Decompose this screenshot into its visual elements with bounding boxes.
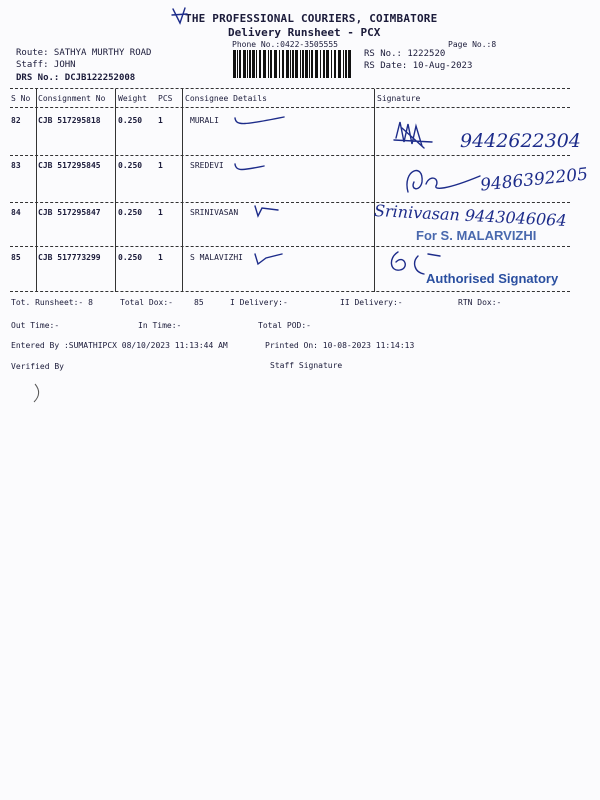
handwritten-signature [400,160,484,200]
rs-number: RS No.: 1222520 [364,49,446,59]
barcode-bar [259,50,261,78]
handwritten-signature-text: Srinivasan 9443046064 [373,200,568,231]
col-header-sno: S No [11,94,31,103]
company-title: THE PROFESSIONAL COURIERS, COIMBATORE [185,12,438,25]
barcode-bar [252,50,255,78]
barcode-bar [348,50,351,78]
barcode-bar [270,50,272,78]
route-label: Route: SATHYA MURTHY ROAD [16,48,152,58]
column-rule [115,89,116,292]
barcode-bar [247,50,248,78]
row-sno: 82 [11,116,21,125]
handwritten-phone: 9486392205 [479,164,589,196]
verified-by: Verified By [11,362,64,371]
handwritten-phone: 9442622304 [460,130,581,152]
row-weight: 0.250 [118,253,143,262]
barcode-bar [323,50,325,78]
column-rule [36,89,37,292]
row-consignee: SREDEVI [190,161,224,170]
col-header-consignee: Consignee Details [185,94,267,103]
out-time: Out Time:- [11,321,60,330]
barcode-bar [237,50,238,78]
total-pod: Total POD:- [258,321,311,330]
row-consignment: CJB 517773299 [38,253,101,262]
document-subtitle: Delivery Runsheet - PCX [228,26,381,39]
tick-mark-icon [252,248,286,268]
total-dox-value: 85 [194,298,204,307]
col-header-pcs: PCS [158,94,173,103]
table-top-divider [10,88,570,89]
row-pcs: 1 [158,208,163,217]
barcode-bar [290,50,291,78]
row-divider [10,246,570,247]
row-weight: 0.250 [118,116,143,125]
barcode-bar [338,50,341,78]
in-time: In Time:- [138,321,182,330]
row-consignee: S MALAVIZHI [190,253,243,262]
row-sno: 85 [11,253,21,262]
barcode-bar [268,50,269,78]
column-rule [182,89,183,292]
row-divider [10,155,570,156]
barcode-bar [263,50,266,78]
tick-mark-icon [232,112,288,130]
barcode-bar [239,50,241,78]
col-header-consignment: Consignment No [38,94,106,103]
phone-number: Phone No.:0422-3505555 [232,40,338,49]
row-divider [10,202,570,203]
page-number: Page No.:8 [448,40,497,49]
barcode-bar [249,50,251,78]
row-consignee: SRINIVASAN [190,208,239,217]
printed-on: Printed On: 10-08-2023 11:14:13 [265,341,415,350]
barcode-bar [279,50,280,78]
barcode-bar [320,50,321,78]
barcode-bar [311,50,313,78]
row-consignment: CJB 517295818 [38,116,101,125]
barcode-bar [233,50,236,78]
row-pcs: 1 [158,116,163,125]
rs-date: RS Date: 10-Aug-2023 [364,61,473,71]
ii-delivery: II Delivery:- [340,298,403,307]
col-header-weight: Weight [118,94,147,103]
total-dox-label: Total Dox:- [120,298,173,307]
barcode-bar [300,50,301,78]
tot-runsheet: Tot. Runsheet:- 8 [11,298,93,307]
entered-by: Entered By :SUMATHIPCX 08/10/2023 11:13:44 AM [11,341,228,350]
barcode-bar [295,50,298,78]
drs-value: DCJB122252008 [64,73,136,83]
row-consignment: CJB 517295847 [38,208,101,217]
row-weight: 0.250 [118,208,143,217]
row-sno: 84 [11,208,21,217]
barcode-image [232,50,354,78]
stamp-authorised-signatory: Authorised Signatory [426,271,559,286]
row-consignee: MURALI [190,116,219,125]
barcode-bar [302,50,304,78]
barcode-bar [256,50,257,78]
barcode-bar [326,50,329,78]
row-pcs: 1 [158,161,163,170]
tick-mark-icon [232,158,268,176]
row-consignment: CJB 517295845 [38,161,101,170]
column-rule [374,89,375,292]
stamp-for-name: For S. MALARVIZHI [416,228,537,243]
signature-scribble-icon [170,5,190,27]
i-delivery: I Delivery:- [230,298,288,307]
barcode-bar [292,50,294,78]
rtn-dox: RTN Dox:- [458,298,502,307]
barcode-bar [243,50,246,78]
drs-number [16,73,135,83]
header-divider [10,107,570,108]
barcode-bar [315,50,318,78]
handwritten-signature [392,118,452,158]
barcode-bar [309,50,310,78]
row-weight: 0.250 [118,161,143,170]
barcode-bar [274,50,277,78]
staff-signature: Staff Signature [270,361,343,370]
col-header-signature: Signature [377,94,421,103]
barcode-bar [345,50,347,78]
barcode-bar [334,50,336,78]
barcode-bar [286,50,289,78]
staff-label: Staff: JOHN [16,60,76,70]
barcode-bar [331,50,332,78]
barcode-bar [343,50,344,78]
barcode-bar [282,50,284,78]
pen-mark [30,382,44,404]
row-pcs: 1 [158,253,163,262]
table-bottom-divider [10,291,570,292]
row-sno: 83 [11,161,21,170]
barcode-bar [305,50,308,78]
drs-label: DRS No.: [16,73,60,83]
tick-mark-icon [252,202,282,220]
